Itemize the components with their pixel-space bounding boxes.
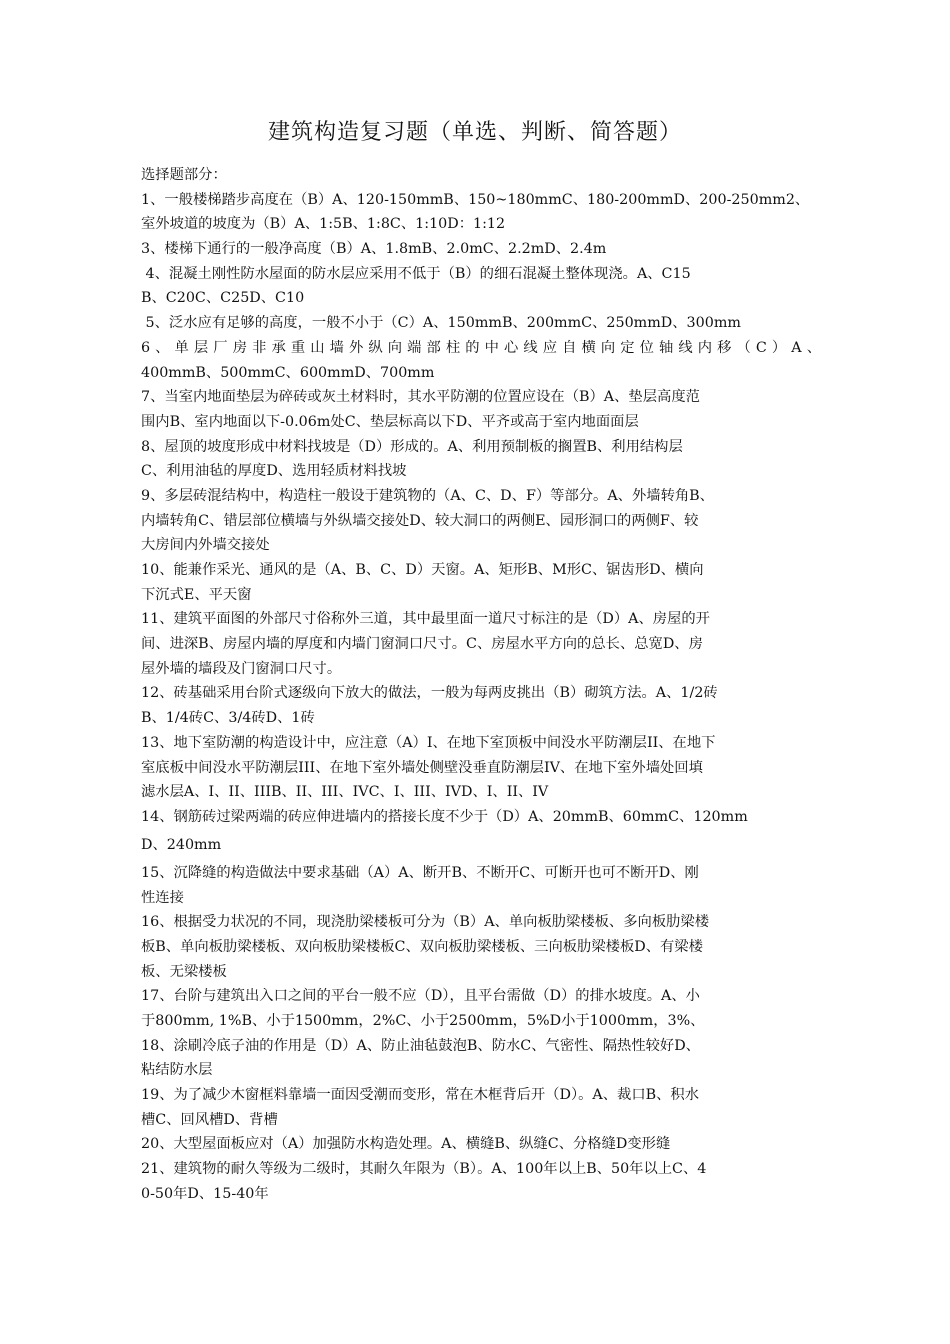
text-line: 室底板中间没水平防潮层III、在地下室外墙处侧壁没垂直防潮层IV、在地下室外墙处回填 [141,759,703,776]
text-line: 8、屋顶的坡度形成中材料找坡是（D）形成的。A、利用预制板的搁置B、利用结构层 [141,438,683,455]
question-list [141,163,821,1207]
text-line: 16、根据受力状况的不同，现浇肋梁楼板可分为（B）A、单向板肋梁楼板、多向板肋梁楼 [141,914,710,931]
text-line: 粘结防水层 [141,1062,213,1079]
text-line: 6、单层厂房非承重山墙外纵向端部柱的中心线应自横向定位轴线内移（C）A、 [141,339,821,356]
text-line: 槽C、回风槽D、背槽 [141,1111,278,1128]
text-line: 7、当室内地面垫层为碎砖或灰土材料时，其水平防潮的位置应设在（B）A、垫层高度范 [141,389,700,406]
text-line: 20、大型屋面板应对（A）加强防水构造处理。A、横缝B、纵缝C、分格缝D变形缝 [141,1136,671,1153]
text-line: 于800mm, 1%B、小于1500mm，2%C、小于2500mm，5%D小于1000mm，3%、 [141,1013,705,1029]
text-line: 性连接 [141,889,184,906]
text-line: 滤水层A、I、II、IIIB、II、III、IVC、I、III、IVD、I、II、IV [141,784,549,801]
text-line: 18、涂刷冷底子油的作用是（D）A、防止油毡鼓泡B、防水C、气密性、隔热性较好D、 [141,1037,700,1054]
text-line: 12、砖基础采用台阶式逐级向下放大的做法，一般为每两皮挑出（B）砌筑方法。A、1/2砖 [141,685,718,702]
text-line: 下沉式E、平天窗 [141,586,252,603]
text-line: 围内B、室内地面以下-0.06m处C、垫层标高以下D、平齐或高于室内地面面层 [141,413,639,430]
text-line: 10、能兼作采光、通风的是（A、B、C、D）天窗。A、矩形B、M形C、锯齿形D、横向 [141,562,704,578]
text-line: 13、地下室防潮的构造设计中，应注意（A）I、在地下室顶板中间没水平防潮层II、在地下 [141,734,716,751]
text-line: 3、楼梯下通行的一般净高度（B）A、1.8mB、2.0mC、2.2mD、2.4m [141,241,607,258]
text-line: 室外坡道的坡度为（B）A、1:5B、1:8C、1:10D：1:12 [141,216,506,233]
text-line: C、利用油毡的厚度D、选用轻质材料找坡 [141,463,407,480]
text-line: D、240mm [141,836,222,853]
text-line: 屋外墙的墙段及门窗洞口尺寸。 [141,660,342,677]
text-line: 21、建筑物的耐久等级为二级时，其耐久年限为（B）。A、100年以上B、50年以上C、4 [141,1161,707,1178]
text-line: 15、沉降缝的构造做法中要求基础（A）A、断开B、不断开C、可断开也可不断开D、刚 [141,864,699,881]
text-line: 内墙转角C、错层部位横墙与外纵墙交接处D、较大洞口的两侧E、园形洞口的两侧F、较 [141,512,699,529]
text-line: 4、混凝土刚性防水屋面的防水层应采用不低于（B）的细石混凝土整体现浇。A、C15 [141,265,691,282]
text-line: 14、钢筋砖过梁两端的砖应伸进墙内的搭接长度不少于（D）A、20mmB、60mmC、120mm [141,808,748,825]
text-line: 0-50年D、15-40年 [141,1185,269,1202]
text-line: 5、泛水应有足够的高度，一般不小于（C）A、150mmB、200mmC、250mmD、300mm [141,315,741,332]
text-line: 大房间内外墙交接处 [141,537,270,554]
text-line: 板B、单向板肋梁楼板、双向板肋梁楼板C、双向板肋梁楼板、三向板肋梁楼板D、有梁楼 [141,938,703,955]
text-line: 间、进深B、房屋内墙的厚度和内墙门窗洞口尺寸。C、房屋水平方向的总长、总宽D、房 [141,636,703,653]
text-line: 17、台阶与建筑出入口之间的平台一般不应（D），且平台需做（D）的排水坡度。A、小 [141,988,700,1005]
text-line: B、C20C、C25D、C10 [141,290,305,307]
document-title: 建筑构造复习题（单选、判断、简答题） [267,120,682,145]
text-line: 板、无梁楼板 [141,963,227,980]
text-line: B、1/4砖C、3/4砖D、1砖 [141,710,315,727]
text-line: 400mmB、500mmC、600mmD、700mm [141,364,435,381]
text-line: 11、建筑平面图的外部尺寸俗称外三道，其中最里面一道尺寸标注的是（D）A、房屋的开 [141,611,710,628]
text-line: 1、一般楼梯踏步高度在（B）A、120-150mmB、150~180mmC、180-200mmD、200-250mm2、 [141,191,810,208]
section-label: 选择题部分： [141,167,227,183]
text-line: 9、多层砖混结构中，构造柱一般设于建筑物的（A、C、D、F）等部分。A、外墙转角B、 [141,487,714,504]
text-line: 19、为了减少木窗框料靠墙一面因受潮而变形，常在木框背后开（D）。A、裁口B、积水 [141,1087,700,1104]
